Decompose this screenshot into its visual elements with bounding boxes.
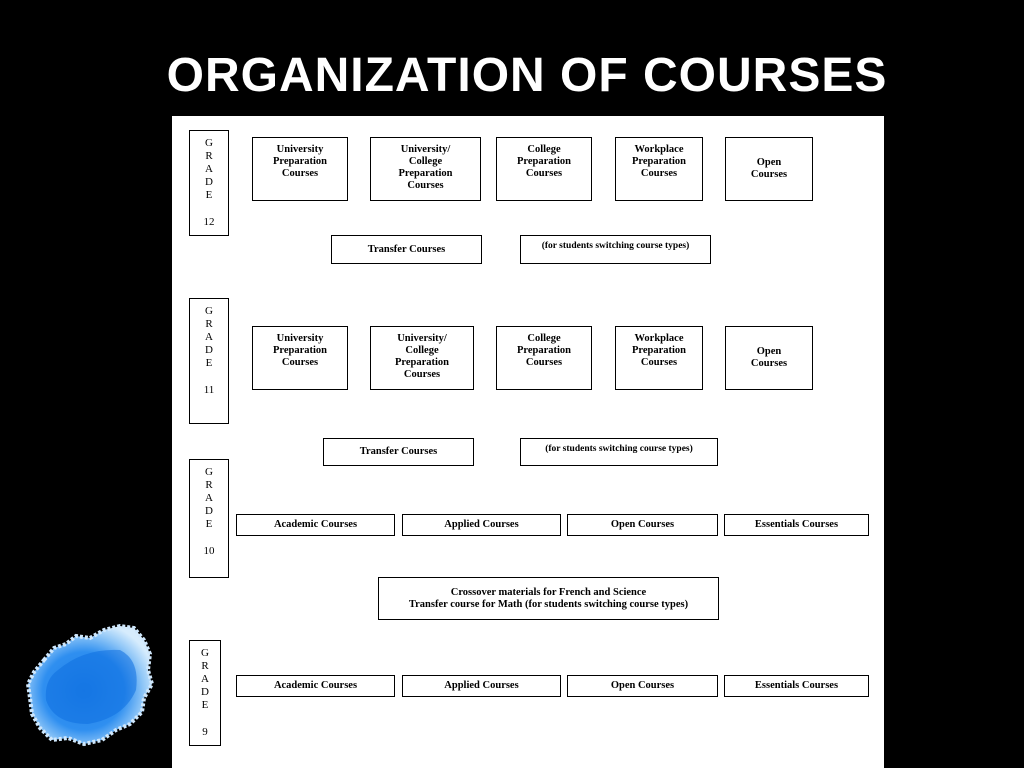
grade9-academic-courses-box: Academic Courses — [236, 675, 395, 697]
grade10-open-courses-box: Open Courses — [567, 514, 718, 536]
grade9-applied-courses-box: Applied Courses — [402, 675, 561, 697]
grade9-open-courses-box: Open Courses — [567, 675, 718, 697]
grade12-university-prep-box: University Preparation Courses — [252, 137, 348, 201]
grade11-university-college-prep-box: University/ College Preparation Courses — [370, 326, 474, 390]
grade-10-label: G R A D E 10 — [189, 459, 229, 578]
grade12-switching-note-box: (for students switching course types) — [520, 235, 711, 264]
grade12-college-prep-box: College Preparation Courses — [496, 137, 592, 201]
grade11-workplace-prep-box: Workplace Preparation Courses — [615, 326, 703, 390]
grade10-academic-courses-box: Academic Courses — [236, 514, 395, 536]
blue-globe-logo-icon — [24, 620, 156, 748]
grade10-crossover-box: Crossover materials for French and Science Transfer course for Math (for students switching course types) — [378, 577, 719, 620]
slide-title: ORGANIZATION OF COURSES — [166, 49, 888, 102]
grade11-college-prep-box: College Preparation Courses — [496, 326, 592, 390]
grade10-applied-courses-box: Applied Courses — [402, 514, 561, 536]
grade-9-label: G R A D E 9 — [189, 640, 221, 746]
grade9-essentials-courses-box: Essentials Courses — [724, 675, 869, 697]
grade10-essentials-courses-box: Essentials Courses — [724, 514, 869, 536]
course-organization-diagram — [172, 116, 884, 768]
grade12-workplace-prep-box: Workplace Preparation Courses — [615, 137, 703, 201]
grade11-switching-note-box: (for students switching course types) — [520, 438, 718, 466]
grade11-transfer-courses-box: Transfer Courses — [323, 438, 474, 466]
grade-12-label: G R A D E 12 — [189, 130, 229, 236]
grade11-university-prep-box: University Preparation Courses — [252, 326, 348, 390]
grade12-university-college-prep-box: University/ College Preparation Courses — [370, 137, 481, 201]
grade12-transfer-courses-box: Transfer Courses — [331, 235, 482, 264]
grade12-open-courses-box: Open Courses — [725, 137, 813, 201]
grade-11-label: G R A D E 11 — [189, 298, 229, 424]
grade11-open-courses-box: Open Courses — [725, 326, 813, 390]
